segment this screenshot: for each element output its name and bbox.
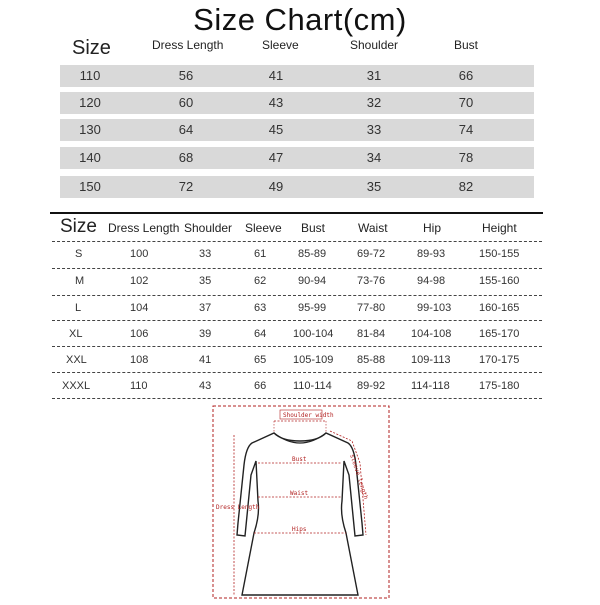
table1-cell: 74 <box>458 122 474 137</box>
table1-cell: 64 <box>178 122 194 137</box>
divider <box>52 346 542 347</box>
table2-cell: 114-118 <box>411 380 450 392</box>
measurement-diagram <box>212 405 390 600</box>
table2-cell: 150-155 <box>479 248 520 260</box>
table1-row <box>60 147 534 169</box>
table2-cell: 69-72 <box>357 248 386 260</box>
table1-header-bust: Bust <box>454 38 479 52</box>
table2-cell: 95-99 <box>298 302 327 314</box>
table2-cell: 35 <box>199 275 212 287</box>
table2-cell: 65 <box>254 354 267 366</box>
table2-cell: 109-113 <box>411 354 451 366</box>
table1-row <box>60 119 534 141</box>
waist-label: Waist <box>290 490 309 497</box>
table2-header <box>50 214 543 242</box>
table1-cell: 56 <box>178 68 194 83</box>
divider <box>52 372 542 373</box>
table2-cell: 85-89 <box>298 248 327 260</box>
sleeve-length-label: sleeve length <box>348 453 370 501</box>
table2-cell: 39 <box>199 328 212 340</box>
table1-row <box>60 176 534 198</box>
table1-header-dress-length: Dress Length <box>152 38 224 52</box>
table2-cell: 104-108 <box>411 328 452 340</box>
table2-header-hip: Hip <box>423 221 442 235</box>
table2-cell: 89-92 <box>357 380 386 392</box>
table1-cell: 41 <box>268 68 284 83</box>
table2-cell: 89-93 <box>417 248 446 260</box>
table1-cell: 60 <box>178 95 194 110</box>
table1-header <box>60 38 540 62</box>
table2-cell: 77-80 <box>357 302 386 314</box>
table2-cell: 63 <box>254 302 267 314</box>
table2-cell: 81-84 <box>357 328 386 340</box>
table2-cell: 33 <box>199 248 212 260</box>
table1-row <box>60 65 534 87</box>
table2-cell: 105-109 <box>293 354 334 366</box>
table2-header-dress-length: Dress Length <box>108 221 180 235</box>
table2-cell: 165-170 <box>479 328 520 340</box>
table2-cell: 64 <box>254 328 267 340</box>
table1-cell: 47 <box>268 150 284 165</box>
divider <box>52 320 542 321</box>
table2-header-height: Height <box>482 221 517 235</box>
divider <box>52 241 542 242</box>
table2-cell: 99-103 <box>417 302 452 314</box>
bust-label: Bust <box>292 456 307 463</box>
table1-cell: 72 <box>178 179 194 194</box>
table1-cell: 33 <box>366 122 382 137</box>
table1-cell: 82 <box>458 179 474 194</box>
table1-header-size: Size <box>72 37 111 59</box>
table1-cell: 150 <box>79 179 101 194</box>
table1-cell: 45 <box>268 122 284 137</box>
divider <box>52 268 542 269</box>
table1-cell: 34 <box>366 150 382 165</box>
table1-cell: 49 <box>268 179 284 194</box>
table2-cell: 106 <box>130 328 149 340</box>
table2-cell: 102 <box>130 275 149 287</box>
divider <box>52 398 542 399</box>
table2-cell: 100-104 <box>293 328 334 340</box>
page-title: Size Chart(cm) <box>193 2 407 37</box>
table2-header-waist: Waist <box>358 221 388 235</box>
table1-row <box>60 92 534 114</box>
table1-header-shoulder: Shoulder <box>350 38 399 52</box>
table2-cell: 170-175 <box>479 354 520 366</box>
table1-cell: 140 <box>79 150 101 165</box>
table1-cell: 43 <box>268 95 284 110</box>
table1-header-sleeve: Sleeve <box>262 38 299 52</box>
table2-cell: 62 <box>254 275 267 287</box>
table2-header-sleeve: Sleeve <box>245 221 282 235</box>
table2-cell: 175-180 <box>479 380 520 392</box>
table2-cell: 61 <box>254 248 267 260</box>
table1-cell: 31 <box>366 68 382 83</box>
table2-cell: 37 <box>199 302 212 314</box>
table2-cell: 90-94 <box>298 275 327 287</box>
hips-label: Hips <box>292 526 307 533</box>
table2-cell: M <box>75 275 85 287</box>
table2-cell: 66 <box>254 380 267 392</box>
table2-cell: 85-88 <box>357 354 386 366</box>
table1-cell: 78 <box>458 150 474 165</box>
table1-cell: 110 <box>79 68 101 83</box>
table2-cell: 43 <box>199 380 212 392</box>
table2-cell: 104 <box>130 302 149 314</box>
table2-row <box>50 270 543 296</box>
table1-cell: 32 <box>366 95 382 110</box>
table1-cell: 66 <box>458 68 474 83</box>
table2-cell: 155-160 <box>479 275 520 287</box>
table2-cell: 73-76 <box>357 275 386 287</box>
shoulder-width-label: Shoulder width <box>283 412 334 419</box>
table1-cell: 130 <box>79 122 101 137</box>
table2-cell: 41 <box>199 354 212 366</box>
table2-cell: XXL <box>66 354 87 366</box>
table2-cell: XXXL <box>62 380 91 392</box>
table2-cell: 110 <box>130 380 148 392</box>
table2-header-bust: Bust <box>301 221 326 235</box>
table1-cell: 120 <box>79 95 101 110</box>
table2-cell: 108 <box>130 354 149 366</box>
table2-header-shoulder: Shoulder <box>184 221 233 235</box>
dress-illustration <box>212 405 390 600</box>
table2-cell: 160-165 <box>479 302 520 314</box>
table2-cell: XL <box>69 328 83 340</box>
table2-cell: 94-98 <box>417 275 446 287</box>
divider <box>52 295 542 296</box>
table2-cell: 110-114 <box>293 380 332 392</box>
table2-cell: S <box>75 248 83 260</box>
table2-header-size: Size <box>60 216 97 237</box>
table1-cell: 70 <box>458 95 474 110</box>
table2-row <box>50 243 543 269</box>
table2-cell: 100 <box>130 248 149 260</box>
dress-length-label: Dress Length <box>216 504 260 511</box>
table1-cell: 68 <box>178 150 194 165</box>
table1-cell: 35 <box>366 179 382 194</box>
table2-cell: L <box>75 302 82 314</box>
